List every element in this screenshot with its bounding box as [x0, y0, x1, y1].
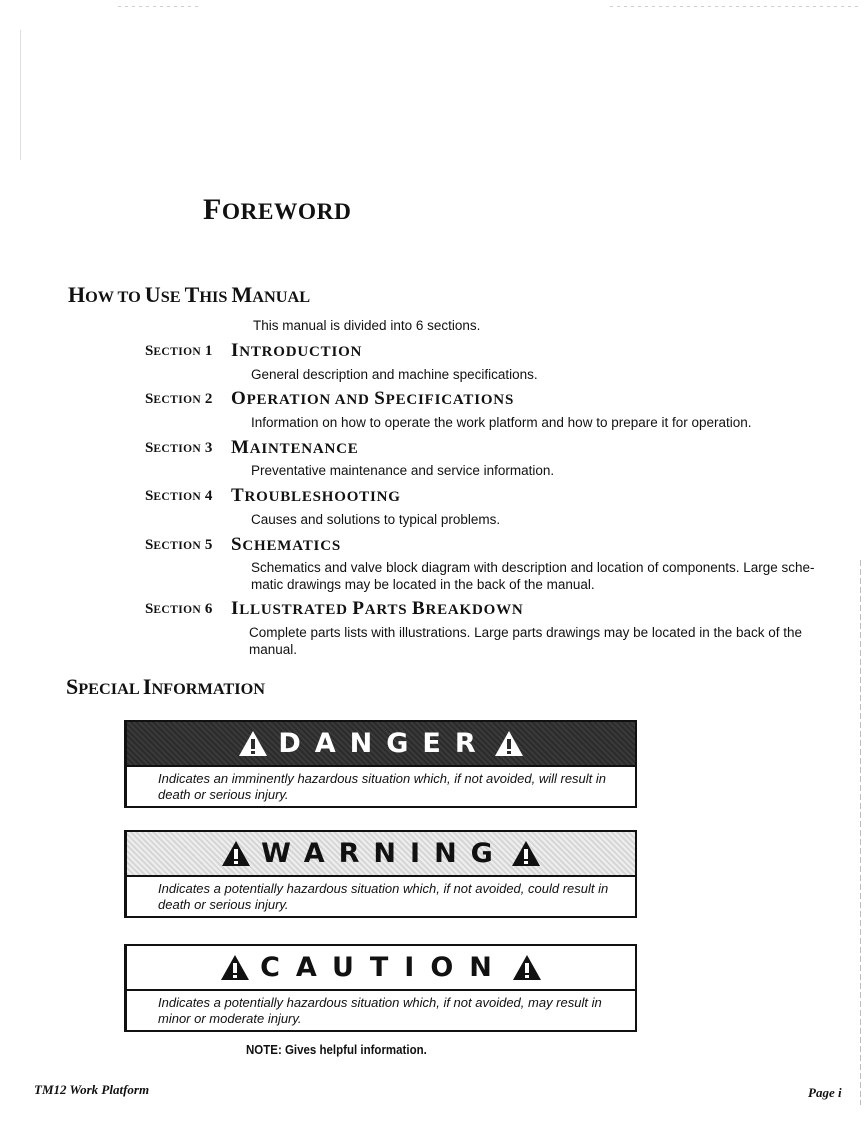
- danger-word: DANGER: [278, 728, 490, 759]
- section-desc: Complete parts lists with illustrations. Large parts drawings may be located in the back of the manual.: [249, 625, 803, 657]
- section-desc: Causes and solutions to typical problems.: [251, 512, 501, 527]
- warning-triangle-icon: [221, 840, 251, 867]
- danger-header: [127, 722, 635, 767]
- scan-artifact: [20, 30, 21, 160]
- section-title: SCHEMATICS: [231, 534, 341, 555]
- warning-text: Indicates a potentially hazardous situation which, if not avoided, could result in death or serious injury.: [158, 881, 609, 912]
- section-title: ILLUSTRATED PARTS BREAKDOWN: [231, 598, 524, 619]
- special-information-heading: SPECIAL INFORMATION: [66, 674, 265, 699]
- section-title: INTRODUCTION: [231, 340, 363, 361]
- caution-word: CAUTION: [260, 952, 508, 983]
- section-desc: General description and machine specifications.: [251, 367, 538, 382]
- caution-box: [124, 944, 637, 1032]
- footer-manual-name: TM12 Work Platform: [34, 1082, 150, 1097]
- warning-triangle-icon: [220, 954, 250, 981]
- warning-word: WARNING: [261, 838, 507, 869]
- warning-triangle-icon: [494, 730, 524, 757]
- page-title: FOREWORD: [203, 193, 352, 226]
- warning-triangle-icon: [238, 730, 268, 757]
- danger-text: Indicates an imminently hazardous situation which, if not avoided, will result in death or serious injury.: [158, 771, 607, 802]
- section-desc: Schematics and valve block diagram with description and location of components. Large sche-matic drawings may be located in the back of the manual.: [251, 560, 815, 592]
- section-label: SECTION 5: [145, 537, 213, 553]
- section-title: OPERATION AND SPECIFICATIONS: [231, 388, 515, 409]
- scan-edge: [860, 560, 861, 1105]
- warning-header: [127, 832, 635, 877]
- section-label: SECTION 4: [145, 488, 213, 504]
- section-title: MAINTENANCE: [231, 437, 359, 458]
- section-label: SECTION 2: [145, 391, 213, 407]
- how-to-intro: This manual is divided into 6 sections.: [253, 318, 481, 333]
- section-label: SECTION 3: [145, 440, 213, 456]
- how-to-use-heading: HOW TO USE THIS MANUAL: [68, 282, 311, 307]
- warning-box: [124, 830, 637, 918]
- caution-header: [127, 946, 635, 991]
- footer-page-number: Page i: [808, 1085, 842, 1100]
- section-desc: Preventative maintenance and service information.: [251, 463, 555, 478]
- caution-text: Indicates a potentially hazardous situation which, if not avoided, may result in minor or moderate injury.: [158, 995, 602, 1026]
- note-text: NOTE: Gives helpful information.: [246, 1043, 427, 1057]
- scan-artifact: [610, 6, 860, 7]
- warning-triangle-icon: [511, 840, 541, 867]
- section-title: TROUBLESHOOTING: [231, 485, 401, 506]
- scan-artifact: [118, 6, 198, 7]
- section-label: SECTION 1: [145, 343, 213, 359]
- section-desc: Information on how to operate the work platform and how to prepare it for operation.: [251, 415, 752, 430]
- danger-box: [124, 720, 637, 808]
- warning-triangle-icon: [512, 954, 542, 981]
- section-label: SECTION 6: [145, 601, 213, 617]
